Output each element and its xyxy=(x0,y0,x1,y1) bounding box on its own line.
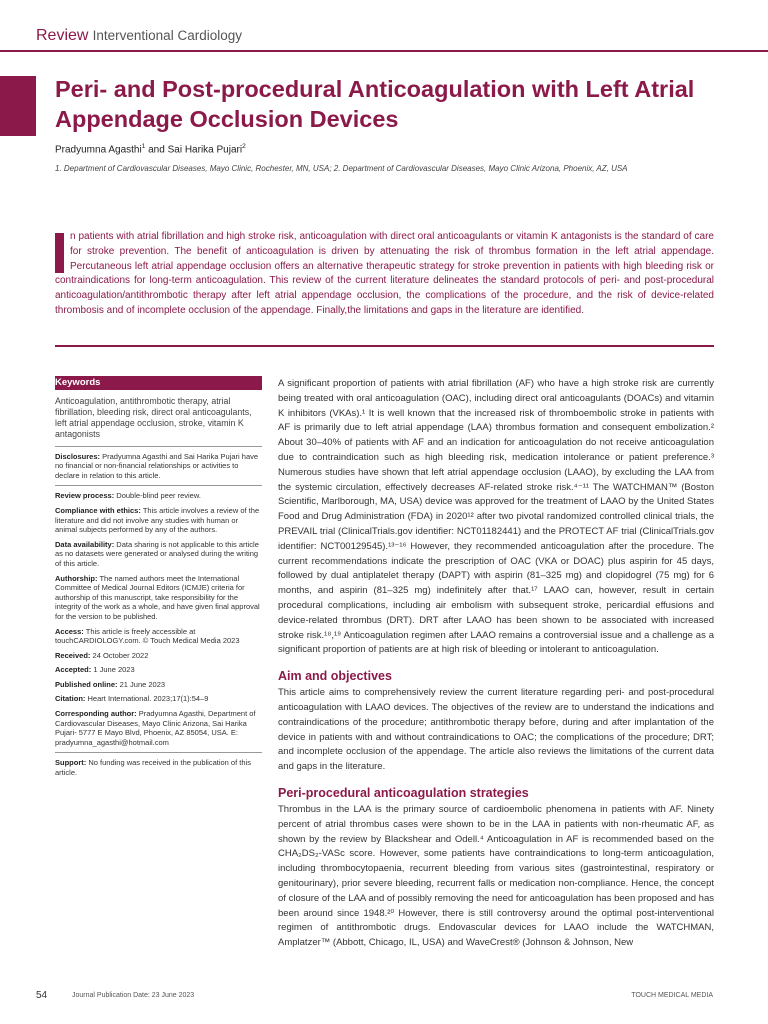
abstract-divider xyxy=(55,345,714,347)
article-info-value: No funding was received in the publication of this article. xyxy=(55,758,251,778)
article-info-value: This article is freely accessible at touchCARDIOLOGY.com. © Touch Medical Media 2023 xyxy=(55,626,240,646)
page-footer xyxy=(0,990,768,1010)
article-info-item xyxy=(55,540,262,569)
article-title: Peri- and Post-procedural Anticoagulation with Left Atrial Appendage Occlusion Devices xyxy=(55,76,695,132)
article-info-value: 21 June 2023 xyxy=(119,679,166,689)
article-info-label: Accepted: xyxy=(55,665,92,675)
article-info-value: Heart International. 2023;17(1):54–9 xyxy=(87,694,209,704)
body-paragraph: Thrombus in the LAA is the primary source of cardioembolic phenomena in patients with AF. Ninety percent of atrial thrombus cases were shown to be in the LAA in patients with non-rheumatic AF, as shown by the review by Blackshear and Odell.⁴ Anticoagulation in AF is recommended based on the CHA₂DS₂-VASc score. However, some patients have contraindications to long-term anticoagulation, including thrombocytopaenia, recurrent bleeding from various sites (gastrointestinal, respiratory or genitourinary), prior severe bleeding, recurrent falls or medication non-compliance. Hence, the concept of closure of the LAA and of possibly removing the need for anticoagulation has been proposed and has been around since 1948.²⁰ However, there is still controversy around the optimal post-interventional regimen of antithrombotic drugs. Endovascular devices for LAAO include the WATCHMAN, Amplatzer™ (Abbott, Chicago, IL, USA) and WaveCrest® (Johnson & Johnson, New xyxy=(278,803,714,949)
article-info-item xyxy=(55,665,262,675)
article-info-label: Published online: xyxy=(55,679,118,689)
article-info-value: Data sharing is not applicable to this article as no datasets were generated or analysed during the writing of this article. xyxy=(55,539,259,568)
article-info-item xyxy=(55,574,262,622)
author-affiliation-number: 2 xyxy=(242,143,246,150)
article-info-label: Review process: xyxy=(55,491,115,501)
body-paragraph: A significant proportion of patients with atrial fibrillation (AF) who have a high stroke risk are currently being treated with oral anticoagulation (OAC), including direct oral anticoagulants (DOACs) and vitamin K inhibitors (VKAs).¹ It is well known that the increased risk of thromboembolic stroke in patients with AF is primarily due to left atrial appendage (LAA) thrombus formation and consequent embolization.² About 30–40% of patients with AF and an indication for anticoagulation do not receive anticoagulation due to contraindication such as high bleeding risk, medication intolerance or patient preference.³ Numerous studies have shown that left atrial appendage occlusion (LAAO), by excluding the LAA from the systemic circulation, effectively decreases AF-related stroke risk.⁴⁻¹¹ The WATCHMAN™ (Boston Scientific, Marlborough, MA, USA) device was approved for the treatment of LAAO by the United States Food and Drug Administration (FDA) in 2020¹² after two pivotal randomized controlled clinical trials, the PREVAIL trial (ClinicalTrials.gov identifier: NCT01182441) and the PROTECT AF trial (ClinicalTrials.gov identifier: NCT00129545).¹³⁻¹⁶ However, they recommended anticoagulation after the procedure. The current recommendations indicate the prescription of OAC (VKA or DOAC) plus aspirin for 45 days, followed by dual antiplatelet therapy (DAPT) with aspirin (81–325 mg) and clopidogrel (75 mg) for 6 months, and aspirin (81–325 mg) indefinitely after that.¹⁷ LAAO can, however, result in certain procedural complications, including air embolism with subsequent stroke, pericardial effusions and device-related thrombus (DRT). DRT after LAAO has been shown to be associated with increased stroke risk.¹⁸,¹⁹ Anticoagulation regimen after LAAO remains a controversial issue and a challenge as a significant proportion of patients are at high risk of bleeding or intolerant to anticoagulation. xyxy=(278,378,714,656)
subsection-name: Interventional Cardiology xyxy=(92,28,242,43)
article-info-item xyxy=(55,680,262,690)
article-info-item xyxy=(55,627,262,646)
article-info-item xyxy=(55,758,262,777)
article-info-value: Double-blind peer review. xyxy=(116,491,201,501)
keywords-heading: Keywords xyxy=(55,376,262,390)
author-name: Sai Harika Pujari xyxy=(167,144,243,156)
article-info-label: Corresponding author: xyxy=(55,709,137,719)
article-info-value: Pradyumna Agasthi and Sai Harika Pujari have no financial or non-financial relationships or activities to declare in relation to this article. xyxy=(55,451,259,480)
article-info-label: Support: xyxy=(55,758,87,768)
article-info-item xyxy=(55,452,262,487)
article-info-list xyxy=(55,452,262,778)
article-info-value: The named authors meet the International Committee of Medical Journal Editors (ICMJE) criteria for authorship of this manuscript, take responsibility for the integrity of the work as a whole, and have given final approval for the version to be published. xyxy=(55,573,260,621)
title-accent-block xyxy=(0,76,36,136)
article-info-value: This article involves a review of the literature and did not involve any studies with human or animal subjects performed by any of the authors. xyxy=(55,505,260,535)
publication-date: Journal Publication Date: 23 June 2023 xyxy=(72,992,195,999)
section-label xyxy=(36,27,242,45)
article-info-label: Citation: xyxy=(55,694,86,704)
article-info-label: Disclosures: xyxy=(55,451,101,461)
article-body xyxy=(278,377,714,951)
body-paragraph: This article aims to comprehensively review the current literature regarding peri- and post-procedural anticoagulation with LAAO devices. The objectives of the review are to understand the indications and contraindications of the procedure; antithrombotic therapy before, during and after implantation of the device in patients with and without contraindications to OAC; the complications of the procedure; DRT; and incomplete occlusion of the appendage. The article also reviews the limitations of the current data and gaps in the literature. xyxy=(278,687,714,773)
article-info-value: 1 June 2023 xyxy=(93,665,135,675)
author-separator: and xyxy=(145,144,168,156)
drop-cap-block xyxy=(55,233,64,273)
article-info-item xyxy=(55,651,262,661)
abstract xyxy=(55,230,714,319)
article-info-item xyxy=(55,506,262,535)
author-list xyxy=(55,143,246,155)
article-info-value: Pradyumna Agasthi, Department of Cardiovascular Diseases, Mayo Clinic Arizona, Sai Harika Pujari- 5777 E Mayo Blvd, Phoenix, AZ 85054, USA. E: pradyumna_agasthi@hotmail.com xyxy=(55,709,256,747)
author-affiliation-number: 1 xyxy=(141,143,146,150)
keywords-list: Anticoagulation, antithrombotic therapy, atrial fibrillation, bleeding risk, direct oral anticoagulants, left atrial appendage occlusion, stroke, vitamin K antagonists xyxy=(55,396,262,447)
article-info-label: Authorship: xyxy=(55,573,98,583)
article-info-item xyxy=(55,491,262,501)
affiliations: 1. Department of Cardiovascular Diseases, Mayo Clinic, Rochester, MN, USA; 2. Department of Cardiovascular Diseases, Mayo Clinic Arizona, Phoenix, AZ, USA xyxy=(55,164,628,173)
section-name: Review xyxy=(36,27,89,44)
page-number: 54 xyxy=(36,990,48,1001)
article-info-sidebar xyxy=(55,376,262,783)
article-info-label: Compliance with ethics: xyxy=(55,505,141,515)
abstract-text: n patients with atrial fibrillation and high stroke risk, anticoagulation with direct oral anticoagulants or vitamin K antagonists is the standard of care for stroke prevention. The benefit of anticoagulation is driven by attenuating the risk of thrombus formation in the left atrial appendage. Percutaneous left atrial appendage occlusion offers an alternative therapeutic strategy for stroke prevention in patients with high bleeding risk or contraindications for long-term anticoagulation. This review of the current literature delineates the standard protocols of peri- and post-procedural anticoagulation/antithrombotic therapy after left atrial appendage occlusion, the complications of the procedure, and the risk of device-related thrombosis and of incomplete occlusion of the appendage. Finally,the limitations and gaps in the literature are identified. xyxy=(55,231,714,316)
section-heading: Peri-procedural anticoagulation strategies xyxy=(278,785,529,800)
author-name: Pradyumna Agasthi xyxy=(55,144,142,156)
publisher-name: TOUCH MEDICAL MEDIA xyxy=(631,992,713,999)
article-info-item xyxy=(55,709,262,753)
header-rule xyxy=(0,50,768,52)
article-info-value: 24 October 2022 xyxy=(92,650,149,660)
article-info-label: Data availability: xyxy=(55,539,115,549)
article-info-label: Received: xyxy=(55,650,91,660)
article-info-label: Access: xyxy=(55,626,84,636)
article-info-item xyxy=(55,694,262,704)
section-heading: Aim and objectives xyxy=(278,669,392,684)
